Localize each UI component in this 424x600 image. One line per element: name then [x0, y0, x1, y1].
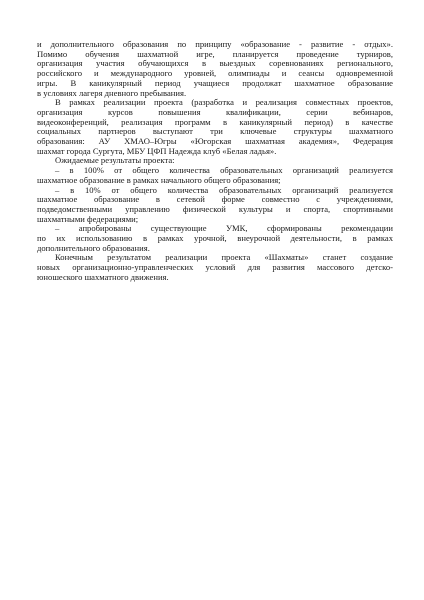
list-item-result-1 — [37, 166, 393, 185]
list-item-result-3 — [37, 224, 393, 253]
text-line: – в 100% от общего количества образовательных организаций реализуется — [55, 165, 393, 176]
list-item-result-2 — [37, 186, 393, 225]
paragraph-program-description — [37, 40, 393, 98]
text-line: и дополнительного образования по принципу «образование - развитие - отдых». — [37, 39, 393, 49]
text-line: организация участия обучающихся в выездных соревнованиях регионального, — [37, 58, 393, 69]
text-line: социальных партнеров выступают три ключевые структуры шахматного — [37, 126, 393, 137]
text-line: образования: АУ ХМАО–Югры «Югорская шахматная академия», Федерация — [37, 136, 393, 147]
text-line: российского и международного уровней, олимпиады и сеансы одновременной — [37, 68, 393, 79]
text-line: шахматными федерациями; — [37, 213, 139, 224]
paragraph-conclusion — [37, 253, 393, 282]
text-line: – в 10% от общего количества образовательных организаций реализуется — [55, 184, 393, 195]
text-line: игры. В каникулярный период учащиеся продолжат шахматное образование — [37, 77, 393, 88]
text-line: Ожидаемые результаты проекта: — [55, 155, 175, 166]
text-line: Помимо обучения шахматной игре, планируется проведение турниров, — [37, 48, 393, 59]
text-line: новых организационно-управленческих условий для развития массового детско- — [37, 262, 393, 273]
text-line: организация курсов повышения квалификации, серии вебинаров, — [37, 106, 393, 117]
text-line: по их использованию в рамках урочной, внеурочной деятельности, в рамках — [37, 233, 393, 244]
text-line: Конечным результатом реализации проекта «Шахматы» станет создание — [55, 252, 393, 263]
text-line: – апробированы существующие УМК, сформированы рекомендации — [55, 223, 393, 234]
text-line: шахмат города Сургута, МБУ ЦФП Надежда клуб «Белая ладья». — [37, 145, 277, 156]
document-body — [37, 40, 393, 283]
text-line: шахматное образование в рамках начального общего образования; — [37, 174, 281, 185]
text-line: видеоконференций, реализация программ в каникулярный период) в качестве — [37, 116, 393, 127]
text-line: В рамках реализации проекта (разработка и реализация совместных проектов, — [55, 97, 393, 108]
text-line: дополнительного образования. — [37, 242, 150, 253]
text-line: юношеского шахматного движения. — [37, 271, 169, 282]
text-line: подведомственными управлению физической культуры и спорта, спортивными — [37, 203, 393, 214]
paragraph-social-partners — [37, 98, 393, 156]
text-line: шахматное образование в сетевой форме совместно с учреждениями, — [37, 194, 393, 205]
text-line: в условиях лагеря дневного пребывания. — [37, 87, 187, 98]
